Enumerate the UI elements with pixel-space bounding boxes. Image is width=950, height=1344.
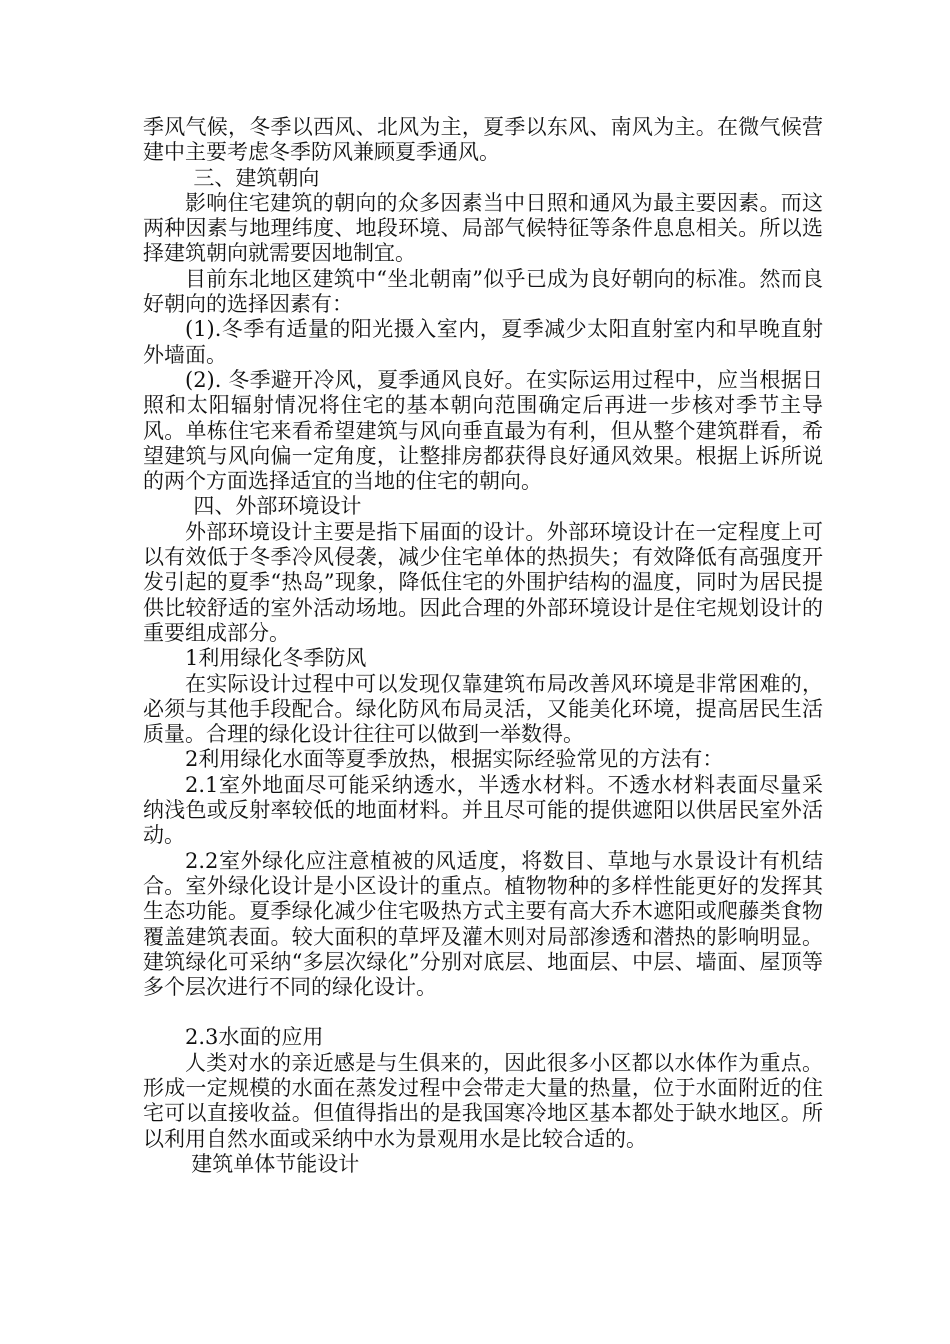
subheading-greening-windbreak: 1利用绿化冬季防风 — [185, 646, 367, 671]
list-item-wind: (2). 冬季避开冷风，夏季通风良好。在实际运用过程中，应当根据日照和太阳辐射情况将住宅的基本朝向范围确定后再进一步核对季节主导风。单栋住宅来看希望建筑与风向垂直最为有利，但从整个建筑群看，希望建筑与风向偏一定角度，让整排房都获得良好通风效果。根据上诉所说的两个方面选择适宜的当地的住宅的朝向。 — [143, 367, 823, 494]
document-page — [143, 115, 823, 1177]
paragraph-orientation-standard: 目前东北地区建筑中“坐北朝南”似乎已成为良好朝向的标准。然而良好朝向的选择因素有： — [143, 266, 823, 317]
section-heading-orientation: 三、建筑朝向 — [193, 165, 320, 190]
paragraph-climate-intro: 季风气候，冬季以西风、北风为主，夏季以东风、南风为主。在微气候营建中主要考虑冬季防风兼顾夏季通风。 — [143, 115, 823, 165]
section-heading-building-energy: 建筑单体节能设计 — [191, 1151, 360, 1176]
paragraph-greening-windbreak: 在实际设计过程中可以发现仅靠建筑布局改善风环境是非常困难的，必须与其他手段配合。绿化防风布局灵活，又能美化环境，提高居民生活质量。合理的绿化设计往往可以做到一举数得。 — [143, 671, 823, 747]
paragraph-outdoor-greening: 2.2室外绿化应注意植被的风适度，将数目、草地与水景设计有机结合。室外绿化设计是小区设计的重点。植物物种的多样性能更好的发挥其生态功能。夏季绿化减少住宅吸热方式主要有高大乔木遮阳或爬藤类食物覆盖建筑表面。较大面积的草坪及灌木则对局部渗透和潜热的影响明显。建筑绿化可采纳“多层次绿化”分别对底层、地面层、中层、墙面、屋顶等多个层次进行不同的绿化设计。 — [143, 848, 823, 1000]
subheading-summer-cooling: 2利用绿化水面等夏季放热，根据实际经验常见的方法有： — [185, 747, 724, 772]
paragraph-external-environment: 外部环境设计主要是指下届面的设计。外部环境设计在一定程度上可以有效低于冬季冷风侵袭，减少住宅单体的热损失；有效降低有高强度开发引起的夏季“热岛”现象，降低住宅的外围护结构的温度，同时为居民提供比较舒适的室外活动场地。因此合理的外部环境设计是住宅规划设计的重要组成部分。 — [143, 519, 823, 645]
paragraph-permeable-ground: 2.1室外地面尽可能采纳透水，半透水材料。不透水材料表面尽量采纳浅色或反射率较低的地面材料。并且尽可能的提供遮阳以供居民室外活动。 — [143, 772, 823, 848]
section-heading-external-environment: 四、外部环境设计 — [193, 494, 362, 519]
paragraph-orientation-factors: 影响住宅建筑的朝向的众多因素当中日照和通风为最主要因素。而这两种因素与地理纬度、地段环境、局部气候特征等条件息息相关。所以选择建筑朝向就需要因地制宜。 — [143, 190, 823, 266]
list-item-sunlight: (1).冬季有适量的阳光摄入室内，夏季减少太阳直射室内和早晚直射外墙面。 — [143, 317, 823, 367]
paragraph-water-surface: 人类对水的亲近感是与生俱来的，因此很多小区都以水体作为重点。形成一定规模的水面在蒸发过程中会带走大量的热量，位于水面附近的住宅可以直接收益。但值得指出的是我国寒冷地区基本都处于缺水地区。所以利用自然水面或采纳中水为景观用水是比较合适的。 — [143, 1050, 823, 1151]
subheading-water-surface: 2.3水面的应用 — [185, 1025, 324, 1050]
